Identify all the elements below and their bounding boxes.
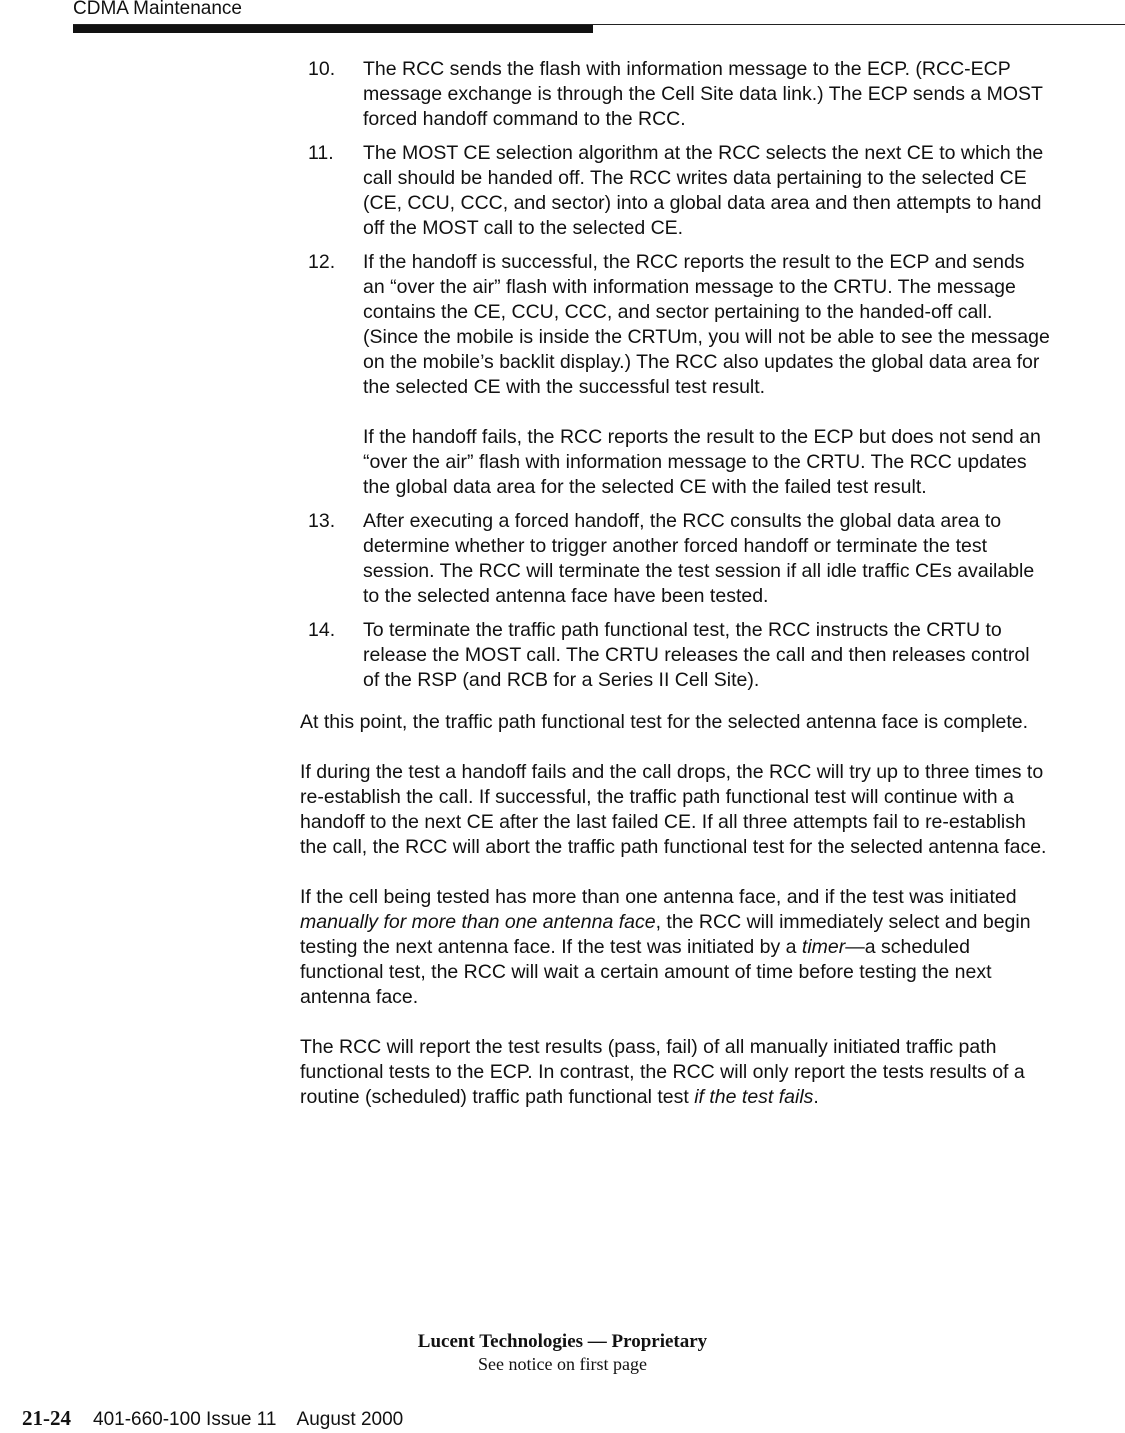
footer-notice: See notice on first page [478,1354,647,1374]
text-run: —a scheduled functional test, the RCC will wait a certain amount of time before testing the next antenna face. [300,936,992,1008]
document-info: 401-660-100 Issue 11 August 2000 [93,1409,404,1430]
step-number: 14. [308,619,336,641]
step-12 [300,250,1050,500]
step-number: 13. [308,510,336,532]
emphasis-text: timer [801,936,846,958]
paragraph-multiple-faces [300,885,1050,1010]
page-number: 21-24 [22,1406,71,1430]
step-number: 10. [308,58,336,80]
step-text: If the handoff is successful, the RCC reports the result to the ECP and sends an “over the air” flash with information message to the CRTU. The message contains the CE, CCU, CCC, and sector pertaining to the handed-off call. (Since the mobile is inside the CRTUm, you will not be able to see the message on the mobile’s backlit display.) The RCC also updates the global data area for the selected CE with the successful test result. [363,251,1050,398]
procedure-steps [300,57,1050,693]
emphasis-text: if the test fails [694,1086,814,1108]
step-13 [300,509,1050,609]
paragraph-handoff-fails: If during the test a handoff fails and the call drops, the RCC will try up to three times to re-establish the call. If successful, the traffic path functional test will continue with a handoff to the next CE after the last failed CE. If all three attempts fail to re-establish the call, the RCC will abort the traffic path functional test for the selected antenna face. [300,761,1047,858]
step-text: The MOST CE selection algorithm at the RCC selects the next CE to which the call should be handed off. The RCC writes data pertaining to the selected CE (CE, CCU, CCC, and sector) into a global data area and then attempts to hand off the MOST call to the selected CE. [363,142,1044,239]
step-text: After executing a forced handoff, the RCC consults the global data area to determine whether to trigger another forced handoff or terminate the test session. The RCC will terminate the test session if all idle traffic CEs available to the selected antenna face have been tested. [363,510,1035,607]
footer-company: Lucent Technologies — Proprietary [417,1331,708,1352]
text-run: , the RCC will immediately select and begin testing the next antenna face. If the test was initiated by a [300,911,1031,958]
step-14 [300,618,1050,693]
step-number: 12. [308,251,336,273]
header-title: CDMA Maintenance [73,0,242,19]
step-text: The RCC sends the flash with information message to the ECP. (RCC-ECP message exchange is through the Cell Site data link.) The ECP sends a MOST forced handoff command to the RCC. [363,58,1043,130]
main-content [300,57,1050,1135]
text-run: If the cell being tested has more than one antenna face, and if the test was initiated [300,886,1017,908]
text-run: The RCC will report the test results (pass, fail) of all manually initiated traffic path functional tests to the ECP. In contrast, the RCC will only report the tests results of a routine (scheduled) traffic path functional test [300,1036,1025,1108]
text-run: . [813,1086,819,1108]
header-bar [73,25,593,33]
paragraph-test-complete: At this point, the traffic path functional test for the selected antenna face is complete. [300,711,1029,733]
step-10 [300,57,1050,132]
step-11 [300,141,1050,241]
footer-line [22,1405,403,1433]
step-text: To terminate the traffic path functional test, the RCC instructs the CRTU to release the MOST call. The CRTU releases the call and then releases control of the RSP (and RCB for a Series II Cell Site). [363,619,1030,691]
step-number: 11. [308,142,334,164]
paragraph-report-results [300,1035,1050,1110]
step-additional-text: If the handoff fails, the RCC reports the result to the ECP but does not send an “over the air” flash with information message to the CRTU. The RCC updates the global data area for the selected CE with the failed test result. [363,426,1041,498]
emphasis-text: manually for more than one antenna face [300,911,656,933]
